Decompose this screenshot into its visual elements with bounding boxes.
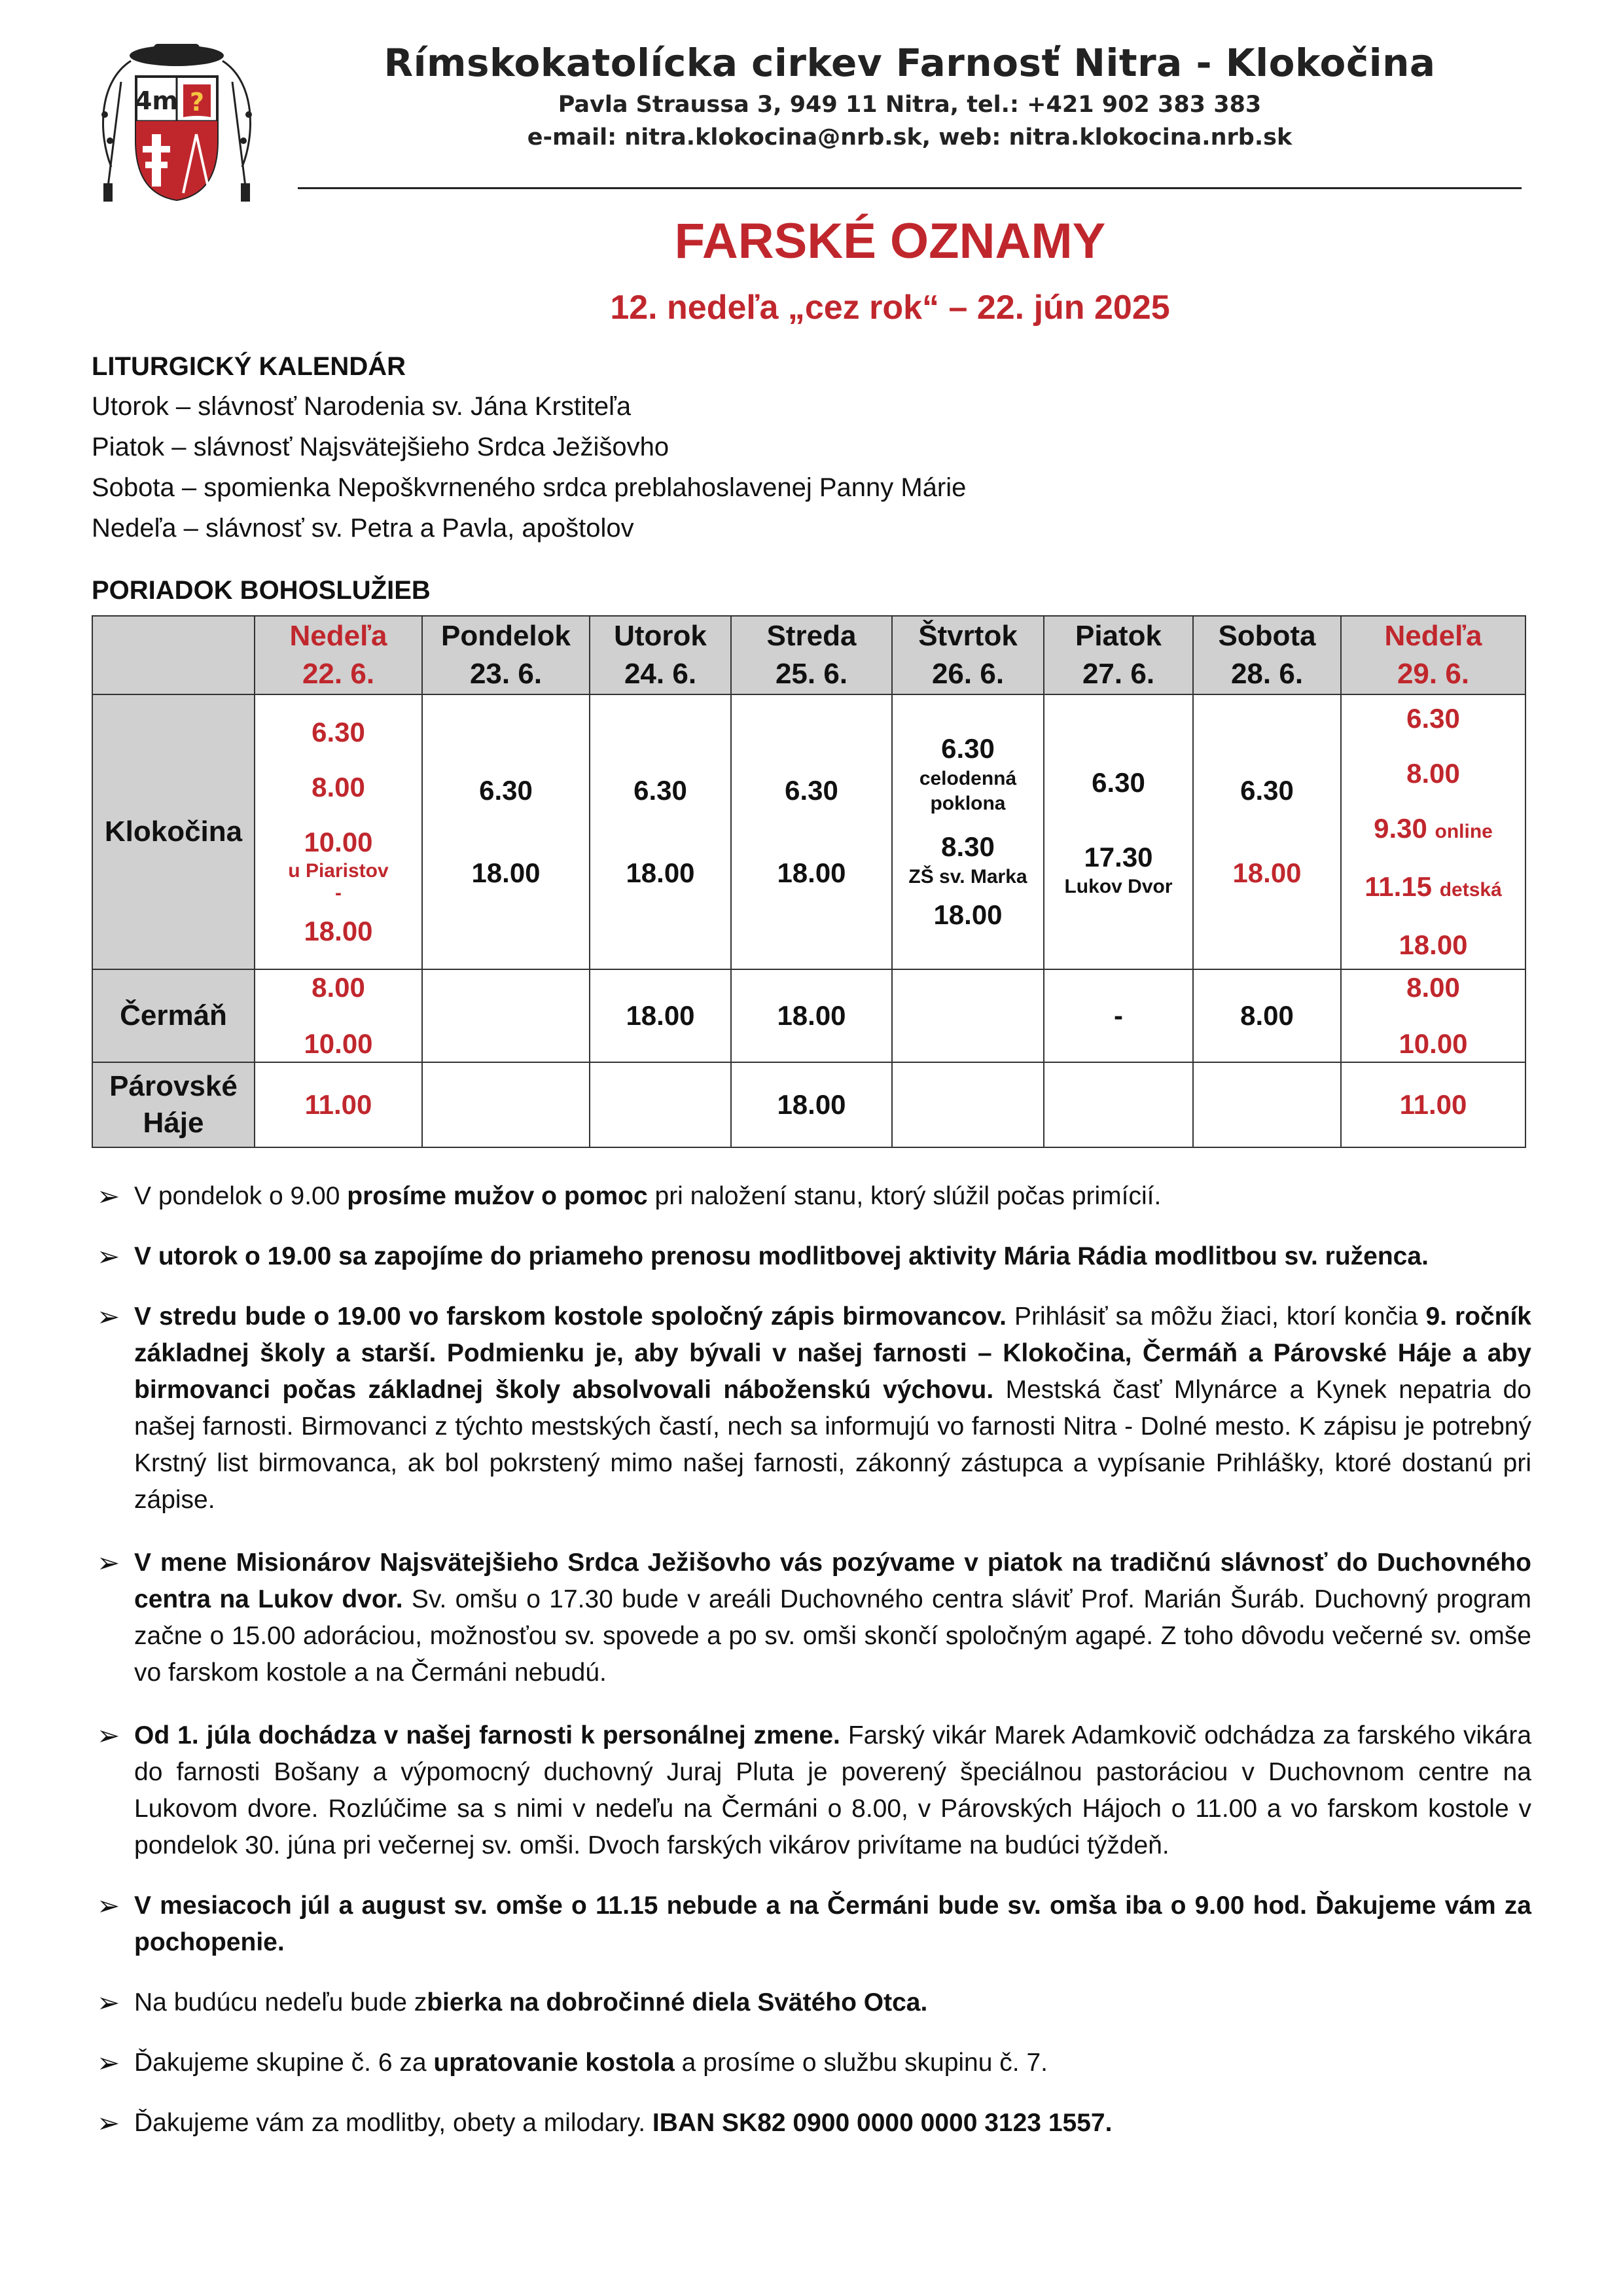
day-header-tue: Utorok 24. 6. bbox=[590, 616, 731, 694]
announcement-item: ➢ V stredu bude o 19.00 vo farskom kostole spoločný zápis birmovancov. Prihlásiť sa môžu žiaci, ktorí končia 9. ročník základnej školy a starší. Podmienku je, aby bývali v našej farnosti – Klokočina, Čermáň a Párovské Háje a aby birmovanci počas základnej školy absolvovali náboženskú výchovu. Mestská časť Mlynárce a Kynek nepatria do našej farnosti. Birmovanci z týchto mestských častí, nech sa informujú vo farnosti Nitra - Dolné mesto. K zápisu je potrebný Krstný list birmovanca, ak bol pokrstený mimo našej farnosti, zákonný zástupca a vypísanie Prihlášky, ktoré dostanú pri zápise. bbox=[92, 1299, 1531, 1518]
bullet-arrow-icon: ➢ bbox=[97, 2047, 120, 2078]
parovske-thu bbox=[892, 1062, 1044, 1147]
klokocina-thu: 6.30 celodenná poklona 8.30 ZŠ sv. Marka 18.00 bbox=[892, 694, 1044, 969]
bullet-arrow-icon: ➢ bbox=[97, 1547, 120, 1578]
row-cerman bbox=[92, 969, 1525, 1062]
bullet-arrow-icon: ➢ bbox=[97, 1987, 120, 2018]
announcement-item: ➢ Ďakujeme vám za modlitby, obety a milodary. IBAN SK82 0900 0000 0000 3123 1557. bbox=[92, 2105, 1531, 2142]
announcement-item: ➢ Od 1. júla dochádza v našej farnosti k personálnej zmene. Farský vikár Marek Adamkovič odchádza za farského vikára do farnosti Bošany a výpomocný duchovný Juraj Pluta je poverený špeciálnou pastoráciou v Duchovnom centre na Lukovom dvore. Rozlúčime sa s nimi v nedeľu na Čermáni o 8.00, v Párovských Hájoch o 11.00 a vo farskom kostole v pondelok 30. júna pri večernej sv. omši. Dvoch farských vikárov privítame na budúci týždeň. bbox=[92, 1717, 1531, 1864]
parish-name: Rímskokatolícka cirkev Farnosť Nitra - Klokočina bbox=[383, 41, 1436, 85]
calendar-item: Utorok – slávnosť Narodenia sv. Jána Krstiteľa bbox=[92, 392, 632, 421]
svg-text:4m: 4m bbox=[134, 86, 179, 115]
parovske-fri bbox=[1044, 1062, 1193, 1147]
parovske-mon bbox=[422, 1062, 590, 1147]
announcement-item: ➢ Na budúcu nedeľu bude zbierka na dobročinné diela Svätého Otca. bbox=[92, 1984, 1531, 2021]
day-header-mon: Pondelok 23. 6. bbox=[422, 616, 590, 694]
row-klokocina bbox=[92, 694, 1525, 969]
row-parovske bbox=[92, 1062, 1525, 1147]
parovske-sat bbox=[1193, 1062, 1341, 1147]
mass-schedule-table bbox=[92, 615, 1526, 1148]
day-header-sun2: Nedeľa 29. 6. bbox=[1341, 616, 1525, 694]
bullet-arrow-icon: ➢ bbox=[97, 2108, 120, 2138]
announcement-item: ➢ Ďakujeme skupine č. 6 za upratovanie kostola a prosíme o službu skupinu č. 7. bbox=[92, 2045, 1531, 2081]
day-header-sat: Sobota 28. 6. bbox=[1193, 616, 1341, 694]
klokocina-tue: 6.30 18.00 bbox=[590, 694, 731, 969]
table-header-row bbox=[92, 616, 1525, 694]
svg-text:?: ? bbox=[189, 88, 205, 117]
klokocina-wed: 6.30 18.00 bbox=[731, 694, 892, 969]
announcements-list bbox=[92, 1178, 1531, 2142]
bullet-arrow-icon: ➢ bbox=[97, 1181, 120, 1211]
parovske-sun1: 11.00 bbox=[255, 1062, 422, 1147]
calendar-item: Nedeľa – slávnosť sv. Petra a Pavla, apoštolov bbox=[92, 514, 634, 543]
cerman-sat: 8.00 bbox=[1193, 969, 1341, 1062]
announcement-item: ➢ V mesiacoch júl a august sv. omše o 11.15 nebude a na Čermáni bude sv. omša iba o 9.00 hod. Ďakujeme vám za pochopenie. bbox=[92, 1888, 1531, 1961]
cerman-mon bbox=[422, 969, 590, 1062]
bullet-arrow-icon: ➢ bbox=[97, 1301, 120, 1332]
page-subtitle: 12. nedeľa „cez rok“ – 22. jún 2025 bbox=[610, 289, 1170, 327]
klokocina-fri: 6.30 17.30 Lukov Dvor bbox=[1044, 694, 1193, 969]
day-header-fri: Piatok 27. 6. bbox=[1044, 616, 1193, 694]
parish-crest-logo bbox=[85, 36, 268, 206]
announcement-item: ➢ V pondelok o 9.00 prosíme mužov o pomoc pri naložení stanu, ktorý slúžil počas primícií. bbox=[92, 1178, 1531, 1215]
header-divider bbox=[298, 187, 1522, 189]
cerman-thu bbox=[892, 969, 1044, 1062]
bullet-arrow-icon: ➢ bbox=[97, 1241, 120, 1272]
parish-contact: e-mail: nitra.klokocina@nrb.sk, web: nitra.klokocina.nrb.sk bbox=[527, 124, 1293, 151]
cerman-fri: - bbox=[1044, 969, 1193, 1062]
cerman-tue: 18.00 bbox=[590, 969, 731, 1062]
klokocina-sun1: 6.30 8.00 10.00 u Piaristov - 18.00 bbox=[255, 694, 422, 969]
page-title: FARSKÉ OZNAMY bbox=[674, 213, 1106, 269]
klokocina-sat: 6.30 18.00 bbox=[1193, 694, 1341, 969]
calendar-item: Piatok – slávnosť Najsvätejšieho Srdca Ježišovho bbox=[92, 433, 669, 461]
day-header-sun1: Nedeľa 22. 6. bbox=[255, 616, 422, 694]
parish-address: Pavla Straussa 3, 949 11 Nitra, tel.: +421 902 383 383 bbox=[558, 92, 1262, 118]
place-parovske: Párovské Háje bbox=[92, 1062, 255, 1147]
klokocina-mon: 6.30 18.00 bbox=[422, 694, 590, 969]
corner-cell bbox=[92, 616, 255, 694]
calendar-heading: LITURGICKÝ KALENDÁR bbox=[92, 352, 406, 381]
cerman-sun2: 8.00 10.00 bbox=[1341, 969, 1525, 1062]
bullet-arrow-icon: ➢ bbox=[97, 1890, 120, 1921]
parovske-wed: 18.00 bbox=[731, 1062, 892, 1147]
announcement-item: ➢ V utorok o 19.00 sa zapojíme do priameho prenosu modlitbovej aktivity Mária Rádia modlitbou sv. ruženca. bbox=[92, 1238, 1531, 1275]
klokocina-sun2: 6.30 8.00 9.30 online 11.15 detská 18.00 bbox=[1341, 694, 1525, 969]
day-header-thu: Štvrtok 26. 6. bbox=[892, 616, 1044, 694]
bullet-arrow-icon: ➢ bbox=[97, 1720, 120, 1751]
schedule-heading: PORIADOK BOHOSLUŽIEB bbox=[92, 576, 431, 605]
calendar-list bbox=[92, 386, 966, 548]
parovske-tue bbox=[590, 1062, 731, 1147]
cerman-sun1: 8.00 10.00 bbox=[255, 969, 422, 1062]
place-cerman: Čermáň bbox=[92, 969, 255, 1062]
parish-header bbox=[294, 41, 1525, 151]
announcement-item: ➢ V mene Misionárov Najsvätejšieho Srdca Ježišovho vás pozývame v piatok na tradičnú slávnosť do Duchovného centra na Lukov dvor. Sv. omšu o 17.30 bude v areáli Duchovného centra sláviť Prof. Marián Šuráb. Duchovný program začne o 15.00 adoráciou, možnosťou sv. spovede a po sv. omši skončí spoločným agapé. Z toho dôvodu večerné sv. omše vo farskom kostole a na Čermáni nebudú. bbox=[92, 1545, 1531, 1691]
parovske-sun2: 11.00 bbox=[1341, 1062, 1525, 1147]
cerman-wed: 18.00 bbox=[731, 969, 892, 1062]
calendar-item: Sobota – spomienka Nepoškvrneného srdca preblahoslavenej Panny Márie bbox=[92, 473, 967, 502]
day-header-wed: Streda 25. 6. bbox=[731, 616, 892, 694]
place-klokocina: Klokočina bbox=[92, 694, 255, 969]
